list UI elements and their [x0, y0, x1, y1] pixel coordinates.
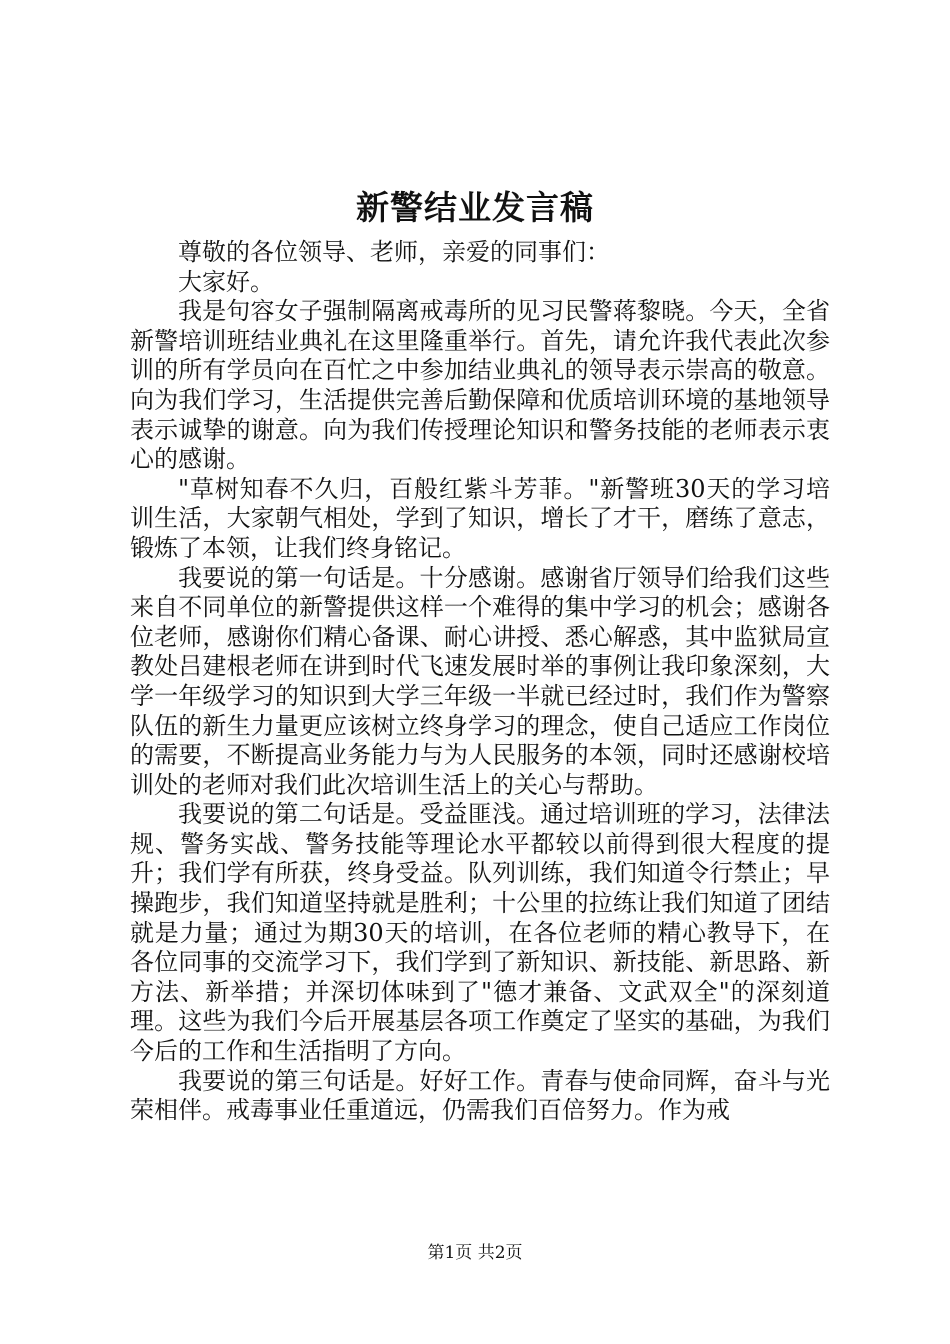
body-paragraph: 我要说的第一句话是。十分感谢。感谢省厅领导们给我们这些来自不同单位的新警提供这样一个难得的集中学习的机会；感谢各位老师，感谢你们精心备课、耐心讲授、悉心解惑，其中监狱局宣教处吕建根老师在讲到时代飞速发展时举的事例让我印象深刻，大学一年级学习的知识到大学三年级一半就已经过时，我们作为警察队伍的新生力量更应该树立终身学习的理念，使自己适应工作岗位的需要，不断提高业务能力与为人民服务的本领，同时还感谢校培训处的老师对我们此次培训生活上的关心与帮助。	[130, 563, 830, 799]
body-paragraph: 我要说的第二句话是。受益匪浅。通过培训班的学习，法律法规、警务实战、警务技能等理论水平都较以前得到很大程度的提升；我们学有所获，终身受益。队列训练，我们知道令行禁止；早操跑步，我们知道坚持就是胜利；十公里的拉练让我们知道了团结就是力量；通过为期30天的培训，在各位老师的精心教导下，在各位同事的交流学习下，我们学到了新知识、新技能、新思路、新方法、新举措；并深切体味到了"德才兼备、文武双全"的深刻道理。这些为我们今后开展基层各项工作奠定了坚实的基础，为我们今后的工作和生活指明了方向。	[130, 800, 830, 1066]
salutation-paragraph: 尊敬的各位领导、老师，亲爱的同事们：	[178, 238, 610, 266]
document-title: 新警结业发言稿	[356, 188, 594, 227]
body-paragraph: 我要说的第三句话是。好好工作。青春与使命同辉，奋斗与光荣相伴。戒毒事业任重道远，仍需我们百倍努力。作为戒	[130, 1066, 830, 1125]
page-footer: 第1页 共2页	[427, 1243, 523, 1263]
body-paragraph: "草树知春不久归，百般红紫斗芳菲。"新警班30天的学习培训生活，大家朝气相处，学到了知识，增长了才干，磨练了意志，锻炼了本领，让我们终身铭记。	[130, 474, 830, 562]
greeting-paragraph: 大家好。	[178, 267, 274, 296]
body-paragraph: 我是句容女子强制隔离戒毒所的见习民警蒋黎晓。今天，全省新警培训班结业典礼在这里隆重举行。首先，请允许我代表此次参训的所有学员向在百忙之中参加结业典礼的领导表示崇高的敬意。向为我们学习，生活提供完善后勤保障和优质培训环境的基地领导表示诚挚的谢意。向为我们传授理论知识和警务技能的老师表示衷心的感谢。	[130, 297, 830, 474]
document-body	[130, 238, 830, 1126]
